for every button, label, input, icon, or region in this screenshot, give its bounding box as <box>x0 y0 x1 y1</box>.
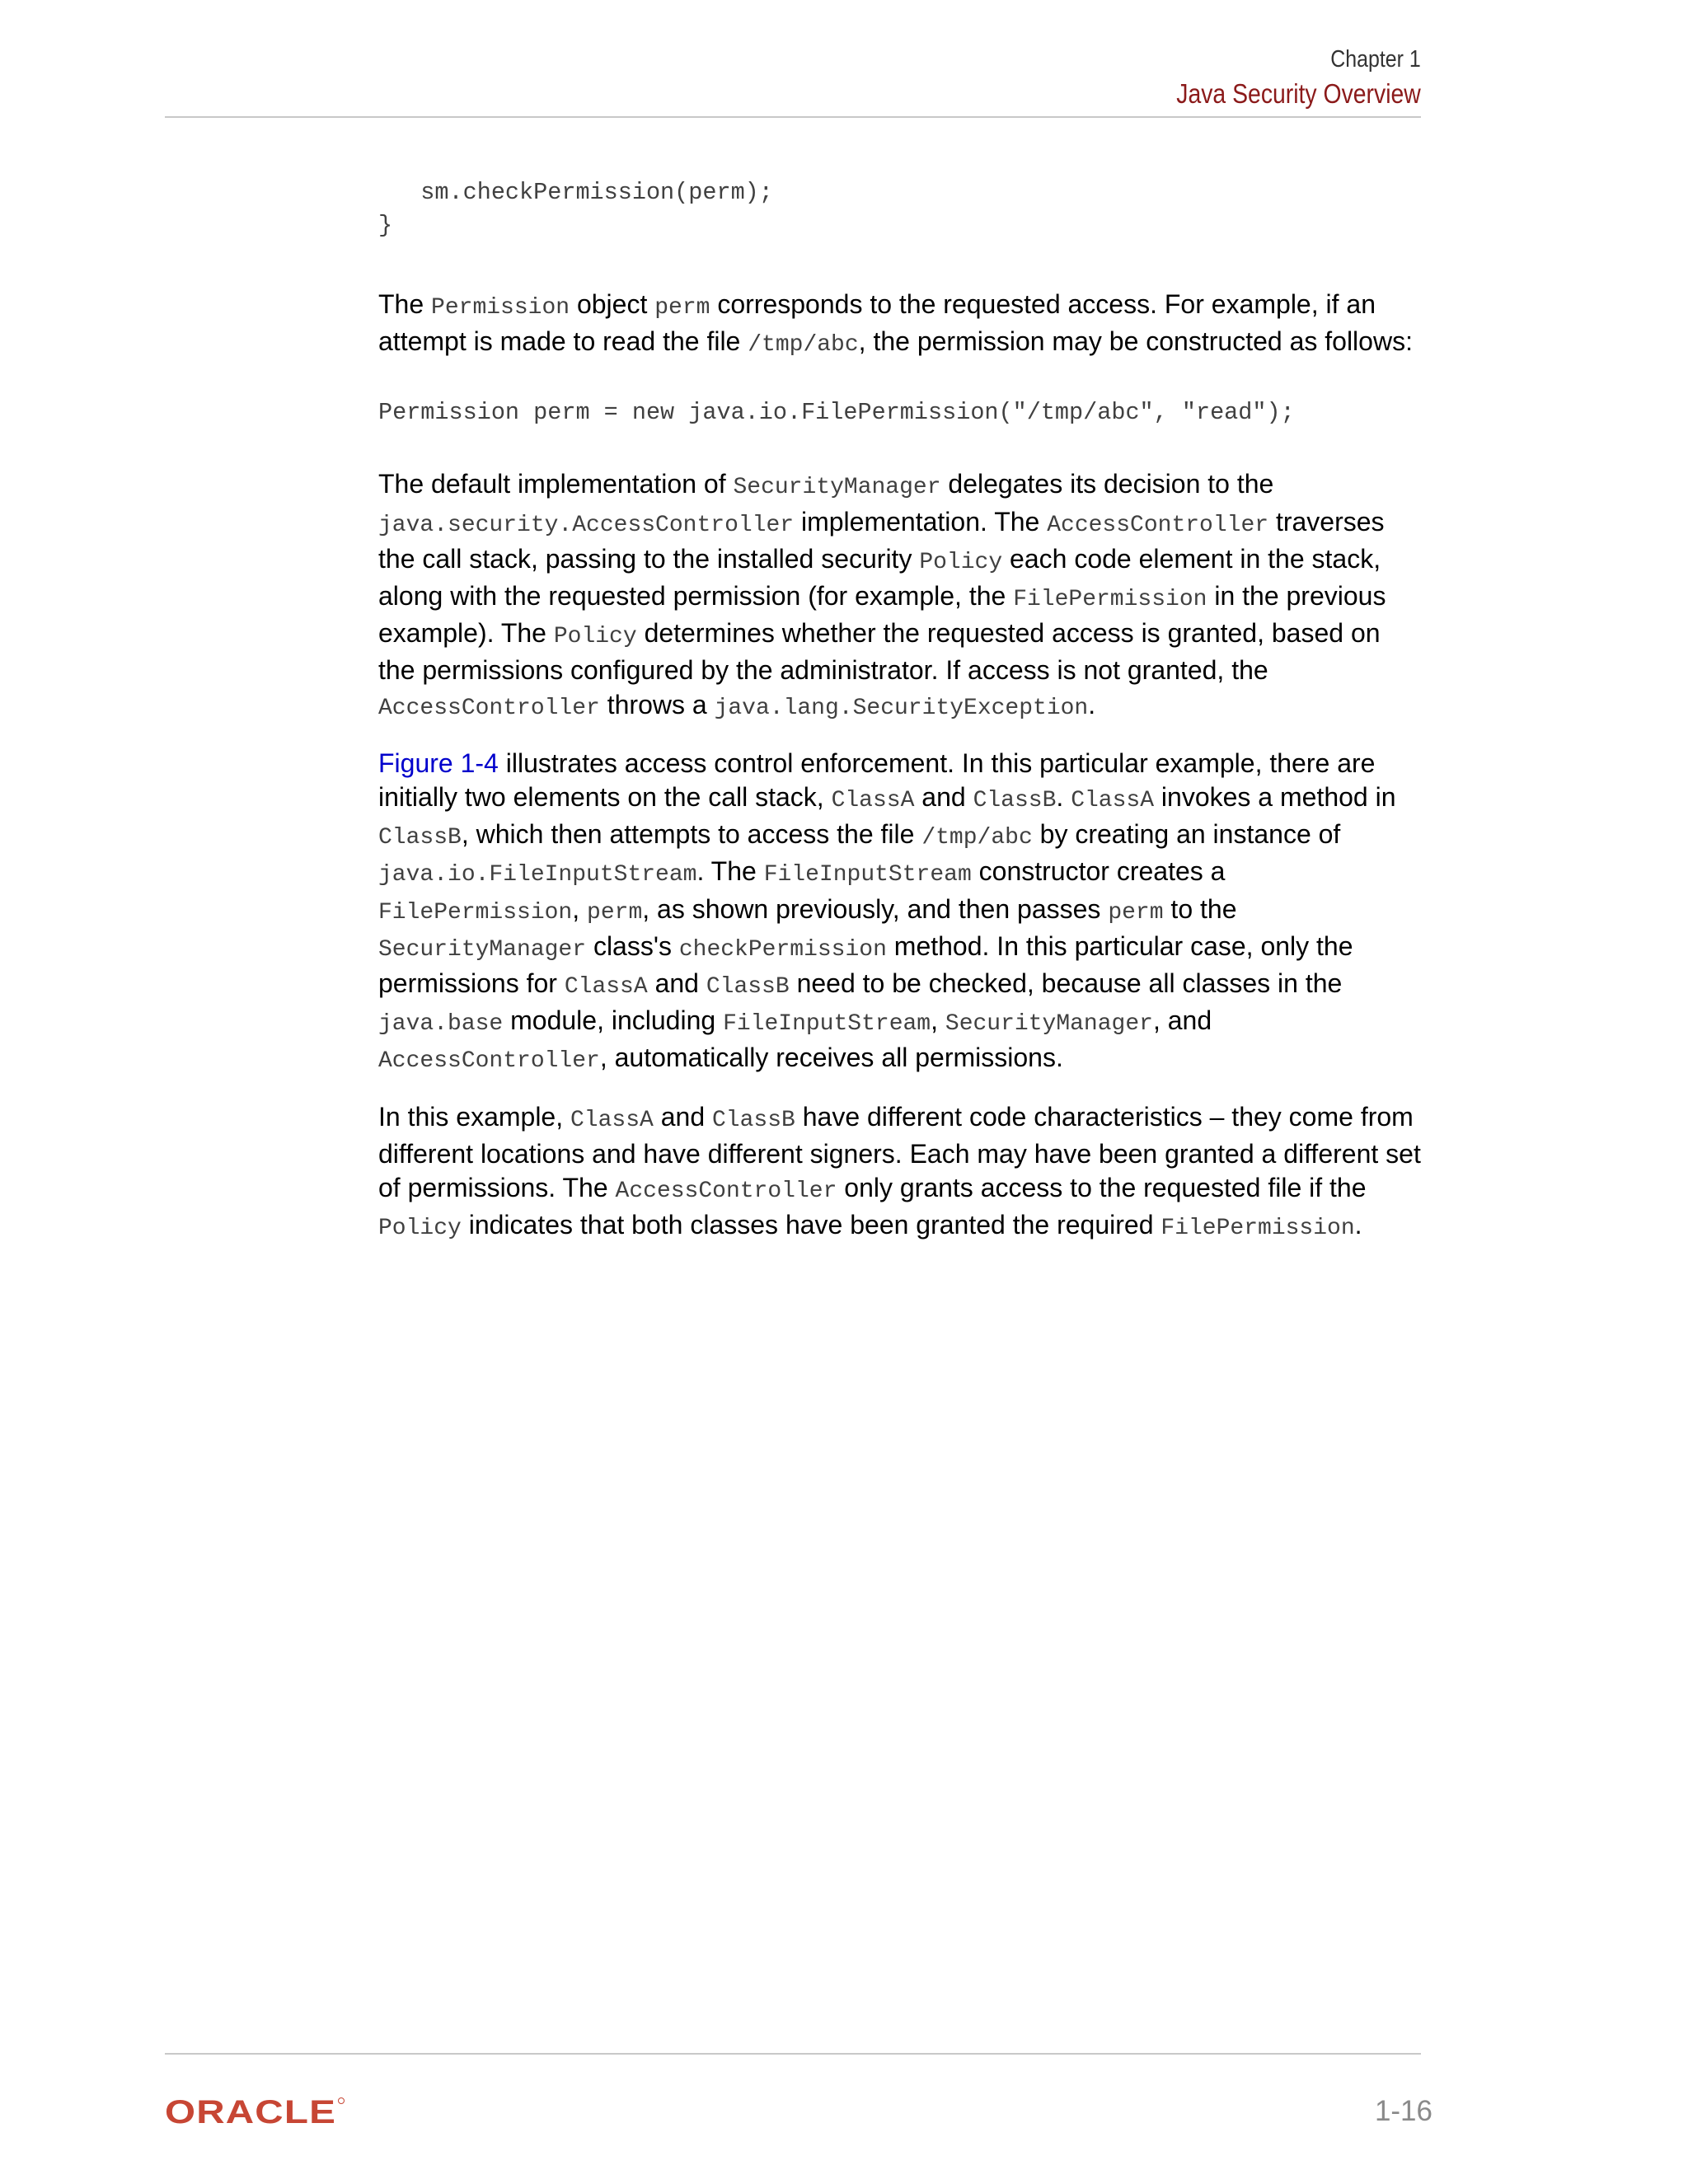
inline-code: FileInputStream <box>763 862 972 888</box>
inline-code: SecurityManager <box>945 1011 1153 1038</box>
header-divider <box>165 116 1421 118</box>
inline-code: perm <box>587 899 643 926</box>
inline-code: checkPermission <box>678 936 887 963</box>
inline-code: Policy <box>919 549 1003 575</box>
paragraph: In this example, ClassA and ClassB have different code characteristics – they come from different locations and have different signers. Each may have been granted a different set of permissions. The AccessController only grants access to the requested file if the Policy indicates that both classes have been granted the required FilePermission. <box>378 1101 1421 1242</box>
paragraph: The default implementation of SecurityManager delegates its decision to the java.security.AccessController implementation. The AccessController traverses the call stack, passing to the installed security Policy each code element in the stack, along with the requested permission (for example, the FilePermission in the previous example). The Policy determines whether the requested access is granted, based on the permissions configured by the administrator. If access is not granted, the AccessController throws a java.lang.SecurityException. <box>378 469 1386 721</box>
inline-code: ClassA <box>831 788 915 814</box>
inline-code: java.base <box>378 1011 504 1038</box>
code-block: sm.checkPermission(perm); } <box>378 179 773 239</box>
inline-code: ClassA <box>564 974 648 1001</box>
paragraph: Figure 1-4 illustrates access control enforcement. In this particular example, there are initially two elements on the call stack, ClassA and ClassB. ClassA invokes a method in ClassB, which then attempts to access the file /tmp/abc by creating an instance of java.io.FileInputStream. The FileInputStream constructor creates a FilePermission, perm, as shown previously, and then passes perm to the SecurityManager class's checkPermission method. In this particular case, only the permissions for ClassA and ClassB need to be checked, because all classes in the java.base module, including FileInputStream, SecurityManager, and AccessController, automatically receives all permissions. <box>378 748 1396 1075</box>
chapter-title: Java Security Overview <box>1176 78 1421 109</box>
inline-code: FileInputStream <box>723 1011 931 1038</box>
inline-code: Policy <box>553 624 637 650</box>
running-header <box>1137 43 1421 112</box>
inline-code: ClassA <box>570 1107 654 1133</box>
inline-code: java.lang.SecurityException <box>714 695 1089 721</box>
figure-link[interactable]: Figure 1-4 <box>378 748 499 778</box>
inline-code: AccessController <box>1047 512 1269 538</box>
inline-code: AccessController <box>378 1048 600 1075</box>
inline-code: AccessController <box>378 695 600 721</box>
inline-code: /tmp/abc <box>748 332 859 359</box>
inline-code: ClassA <box>1071 788 1155 814</box>
inline-code: AccessController <box>615 1179 837 1205</box>
inline-code: perm <box>654 295 710 321</box>
inline-code: java.io.FileInputStream <box>378 862 697 888</box>
code-block: Permission perm = new java.io.FilePermission("/tmp/abc", "read"); <box>378 399 1295 427</box>
inline-code: SecurityManager <box>733 475 941 501</box>
inline-code: ClassB <box>378 825 462 851</box>
paragraph: The Permission object perm corresponds to the requested access. For example, if an attempt is made to read the file /tmp/abc, the permission may be constructed as follows: <box>378 289 1413 359</box>
page-number: 1-16 <box>1374 2095 1432 2127</box>
inline-code: SecurityManager <box>378 936 587 963</box>
inline-code: java.security.AccessController <box>378 512 795 538</box>
inline-code: ClassB <box>712 1107 795 1133</box>
svg-text:ORACLE: ORACLE <box>165 2096 336 2129</box>
inline-code: FilePermission <box>1160 1216 1355 1242</box>
inline-code: ClassB <box>973 788 1057 814</box>
inline-code: Permission <box>431 295 570 321</box>
footer-divider <box>165 2053 1421 2055</box>
inline-code: FilePermission <box>378 899 573 926</box>
inline-code: FilePermission <box>1013 587 1207 613</box>
chapter-label: Chapter 1 <box>1330 46 1421 73</box>
oracle-logo <box>165 2096 346 2129</box>
inline-code: ClassB <box>706 974 790 1001</box>
page-body <box>378 176 1421 1267</box>
inline-code: Policy <box>378 1216 462 1242</box>
inline-code: perm <box>1108 899 1164 926</box>
inline-code: /tmp/abc <box>921 825 1033 851</box>
